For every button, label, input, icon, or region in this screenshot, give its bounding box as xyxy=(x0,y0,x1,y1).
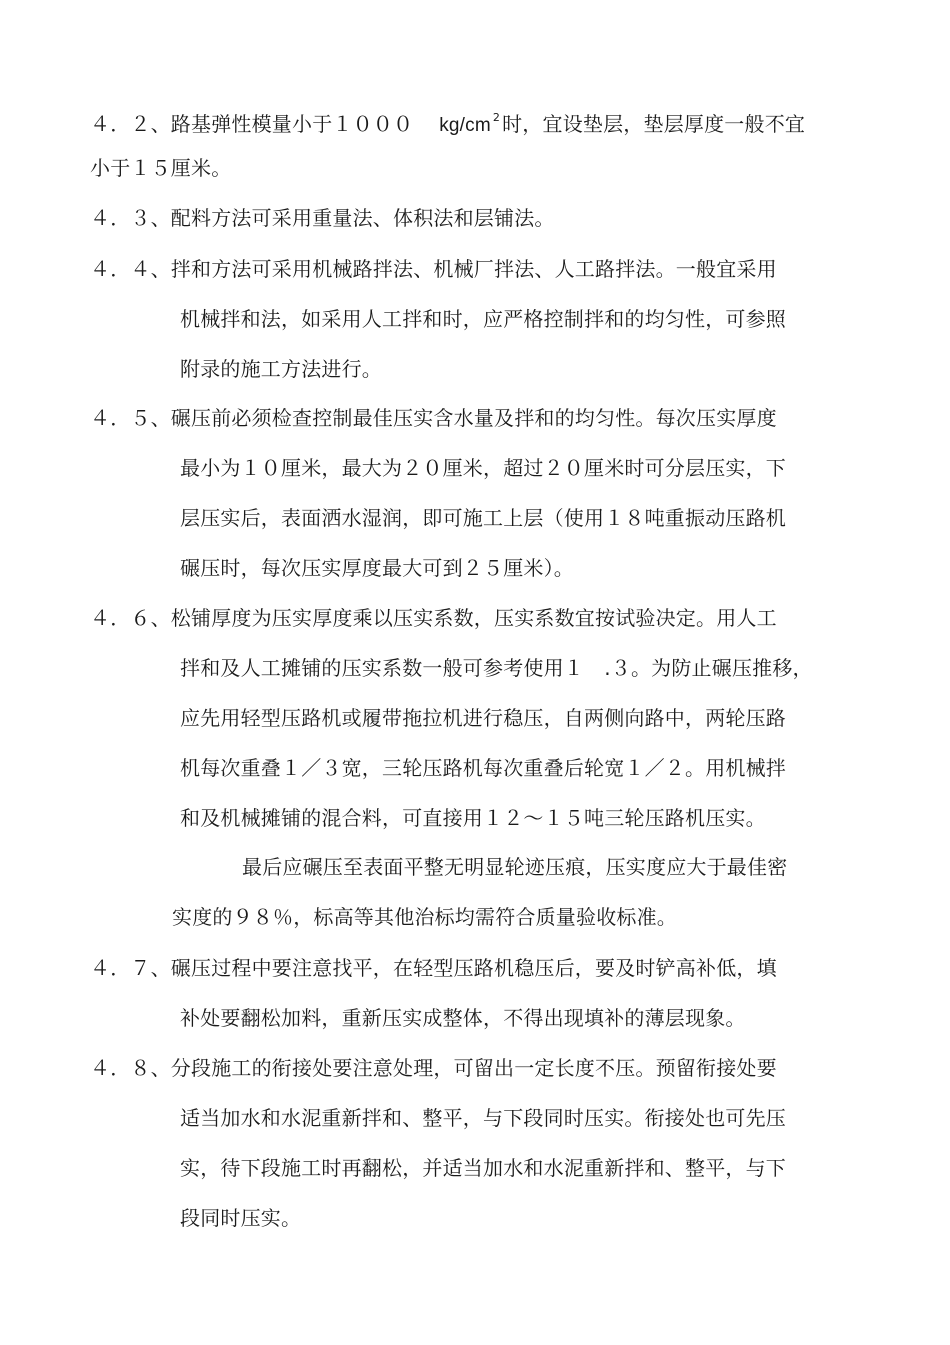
section-4-4-line-2: 机械拌和法，如采用人工拌和时，应严格控制拌和的均匀性，可参照 xyxy=(180,307,786,331)
section-4-4-line-3: 附录的施工方法进行。 xyxy=(180,357,382,381)
section-4-2-line-2: 小于１５厘米。 xyxy=(90,156,232,180)
section-4-8-line-2: 适当加水和水泥重新拌和、整平，与下段同时压实。衔接处也可先压 xyxy=(180,1106,786,1130)
section-4-2-text-b: 时，宜设垫层，垫层厚度一般不宜 xyxy=(502,112,806,136)
section-4-6-line-1: ４．６、松铺厚度为压实厚度乘以压实系数，压实系数宜按试验决定。用人工 xyxy=(90,606,777,630)
section-4-6-line-2: 拌和及人工摊铺的压实系数一般可参考使用１ .３。为防止碾压推移， xyxy=(180,656,813,680)
section-4-5-line-3: 层压实后，表面洒水湿润，即可施工上层（使用１８吨重振动压路机 xyxy=(180,506,786,530)
section-4-7-line-1: ４．７、碾压过程中要注意找平，在轻型压路机稳压后，要及时铲高补低，填 xyxy=(90,956,777,980)
section-4-6-line-4: 机每次重叠１／３宽，三轮压路机每次重叠后轮宽１／２。用机械拌 xyxy=(180,756,786,780)
section-4-5-line-4: 碾压时，每次压实厚度最大可到２５厘米）。 xyxy=(180,556,574,580)
section-4-3-line-1: ４．３、配料方法可采用重量法、体积法和层铺法。 xyxy=(90,206,555,230)
section-4-6-line-6: 最后应碾压至表面平整无明显轮迹压痕，压实度应大于最佳密 xyxy=(242,855,788,879)
section-4-6-line-5: 和及机械摊铺的混合料，可直接用１２～１５吨三轮压路机压实。 xyxy=(180,806,766,830)
section-4-8-line-1: ４．８、分段施工的衔接处要注意处理，可留出一定长度不压。预留衔接处要 xyxy=(90,1056,777,1080)
section-4-2-line-1 xyxy=(90,105,805,139)
section-4-4-line-1: ４．４、拌和方法可采用机械路拌法、机械厂拌法、人工路拌法。一般宜采用 xyxy=(90,257,777,281)
section-4-8-line-4: 段同时压实。 xyxy=(180,1206,302,1230)
section-4-5-line-2: 最小为１０厘米，最大为２０厘米，超过２０厘米时可分层压实，下 xyxy=(180,456,786,480)
unit-superscript: 2 xyxy=(492,111,501,124)
section-4-6-line-7: 实度的９８％，标高等其他治标均需符合质量验收标准。 xyxy=(172,905,677,929)
section-4-6-line-3: 应先用轻型压路机或履带拖拉机进行稳压，自两侧向路中，两轮压路 xyxy=(180,706,786,730)
section-4-7-line-2: 补处要翻松加料，重新压实成整体，不得出现填补的薄层现象。 xyxy=(180,1006,746,1030)
unit-kg-cm: kg/cm xyxy=(439,115,491,136)
section-4-5-line-1: ４．５、碾压前必须检查控制最佳压实含水量及拌和的均匀性。每次压实厚度 xyxy=(90,406,777,430)
section-4-8-line-3: 实，待下段施工时再翻松，并适当加水和水泥重新拌和、整平，与下 xyxy=(180,1156,786,1180)
section-4-2-text-a: ４．２、路基弹性模量小于１０００ xyxy=(90,112,414,136)
